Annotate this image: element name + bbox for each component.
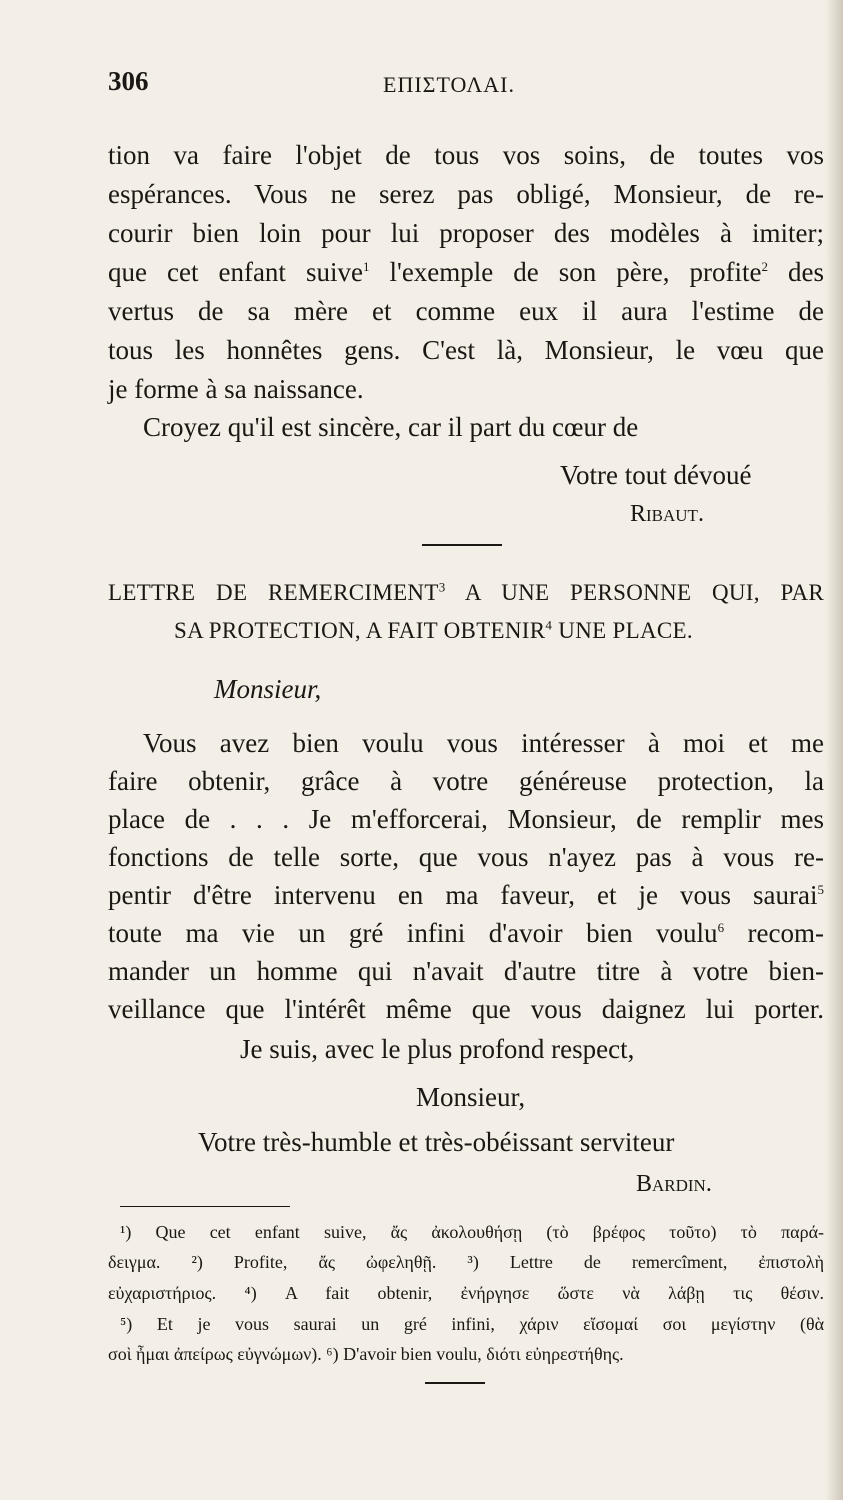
footnote-ref-5: 5 (817, 882, 824, 897)
letter2-salutation: Monsieur, (214, 674, 322, 704)
letter2-line-6-a: toute ma vie un gré infini d'avoir bien voulu (108, 918, 718, 948)
letter2-title-line-2 (174, 612, 774, 650)
footnote-line-1: ¹) Que cet enfant suive, ἄς ἀκολουθήσῃ (τὸ βρέφος τοῦτο) τὸ παρά- (120, 1222, 824, 1242)
letter2-title-b: A UNE PERSONNE QUI, PAR (445, 580, 825, 605)
letter2-title-line-1 (108, 574, 824, 612)
footnote-rule (120, 1206, 290, 1207)
footnote-line-4: ⁵) Et je vous saurai un gré infini, χάριν εἴσομαί σοι μεγίστην (θὰ (120, 1314, 824, 1334)
letter2-line-1: Vous avez bien voulu vous intéresser à moi et me (143, 728, 824, 758)
letter2-title-c: SA PROTECTION, A FAIT OBTENIR (174, 618, 546, 643)
letter1-line-8: Croyez qu'il est sincère, car il part du cœur de (143, 412, 639, 442)
letter1-line-4-b: l'exemple de son père, profite (369, 257, 762, 287)
letter2-line-6 (108, 914, 824, 952)
footnote-ref-4: 4 (545, 617, 553, 633)
letter1-line-1: tion va faire l'objet de tous vos soins, de toutes vos (108, 140, 824, 170)
letter1-line-4-c: des (767, 257, 824, 287)
letter2-line-8: veillance que l'intérêt même que vous daignez lui porter. (108, 994, 824, 1024)
letter1-line-7: je forme à sa naissance. (108, 374, 364, 404)
footnote-line-2: δειγμα. ²) Profite, ἄς ὠφεληθῇ. ³) Lettre de remercîment, ἐπιστολὴ (108, 1252, 824, 1272)
letter2-line-5-a: pentir d'être intervenu en ma faveur, et je vous saurai (108, 880, 818, 910)
letter1-signature: Ribaut. (630, 501, 704, 527)
footnote-ref-6: 6 (717, 920, 725, 935)
letter1-line-4 (108, 253, 824, 291)
page-edge-shadow (825, 0, 843, 1500)
running-header (108, 66, 828, 106)
letter1-line-6: tous les honnêtes gens. C'est là, Monsieur, le vœu que (108, 335, 824, 365)
letter2-signature: Bardin. (636, 1171, 712, 1197)
letter1-line-2: espérances. Vous ne serez pas obligé, Monsieur, de re- (108, 179, 824, 209)
letter2-line-2: faire obtenir, grâce à votre généreuse protection, la (108, 766, 824, 796)
footnote-ref-3: 3 (438, 579, 446, 595)
footnote-ref-2: 2 (761, 259, 768, 274)
page-number: 306 (108, 66, 149, 96)
letter2-line-4: fonctions de telle sorte, que vous n'ayez pas à vous re- (108, 842, 824, 872)
letter1-line-5: vertus de sa mère et comme eux il aura l'estime de (108, 296, 824, 326)
letter2-line-7: mander un homme qui n'avait d'autre titre à votre bien- (108, 956, 824, 986)
letter1-line-4-a: que cet enfant suive (108, 257, 363, 287)
letter2-closing-servant: Votre très-humble et très-obéissant serviteur (198, 1127, 675, 1157)
letter2-title-d: UNE PLACE. (552, 618, 693, 643)
running-title: ΕΠΙΣΤΟΛΑΙ. (383, 72, 515, 97)
letter1-closing: Votre tout dévoué (560, 460, 752, 490)
letter2-line-3: place de . . . Je m'efforcerai, Monsieur, de remplir mes (108, 804, 824, 834)
letter1-line-3: courir bien loin pour lui proposer des modèles à imiter; (108, 218, 824, 248)
letter2-line-6-b: recom- (724, 918, 824, 948)
section-divider (422, 544, 502, 546)
footnote-ref-1: 1 (362, 259, 370, 274)
letter2-title-a: LETTRE DE REMERCIMENT (108, 580, 439, 605)
footnote-line-3: εὐχαριστήριος. ⁴) A fait obtenir, ἐνήργησε ὥστε νὰ λάβῃ τις θέσιν. (108, 1283, 824, 1303)
letter2-closing-address: Monsieur, (416, 1082, 526, 1112)
letter2-line-5 (108, 876, 824, 914)
footnote-line-5: σοὶ ἦμαι ἀπείρως εὐγνώμων). ⁶) D'avoir bien voulu, διότι εὐηρεστήθης. (108, 1344, 624, 1364)
letter2-closing-formula: Je suis, avec le plus profond respect, (240, 1034, 635, 1064)
end-rule (425, 1382, 485, 1384)
